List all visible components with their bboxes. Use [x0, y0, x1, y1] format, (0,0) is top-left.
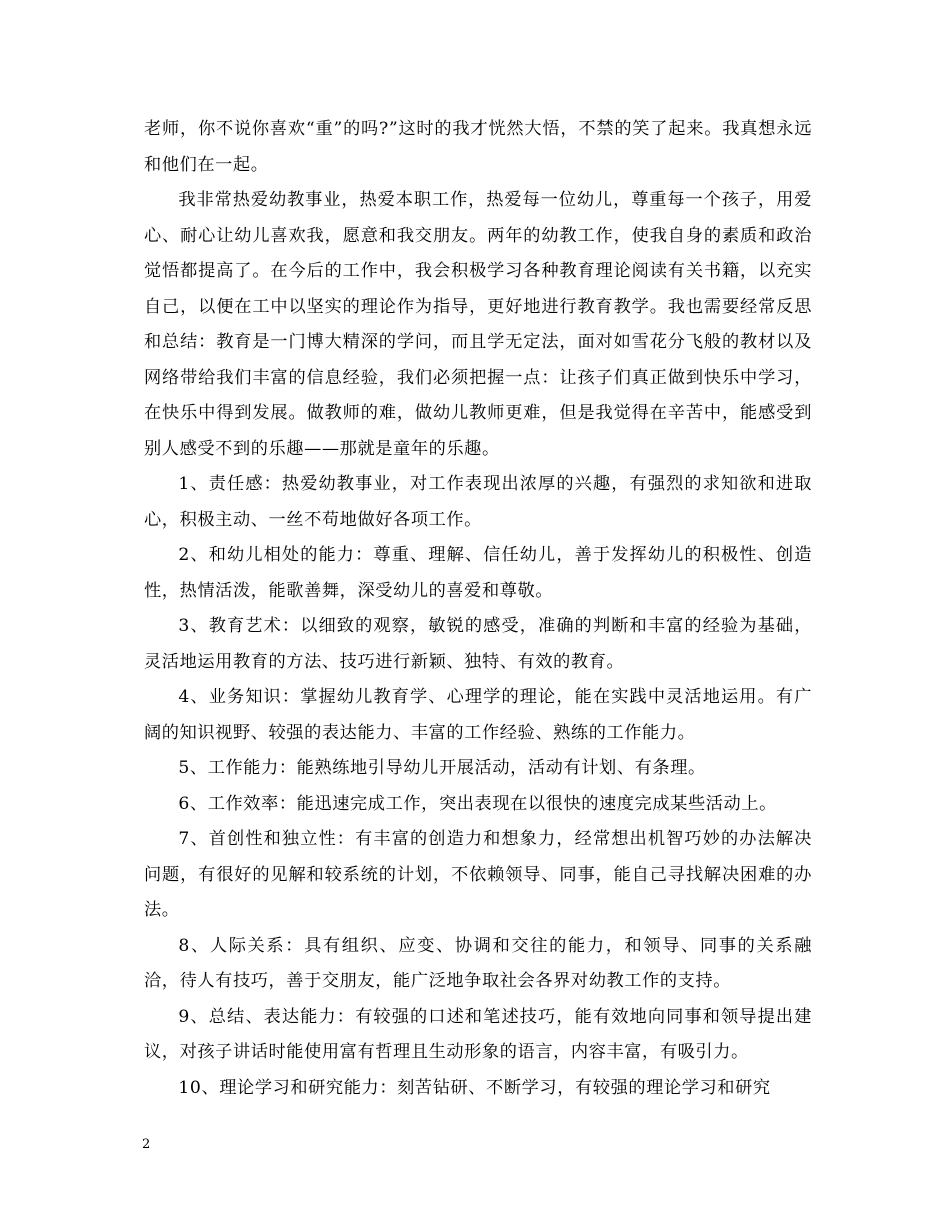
list-item-10: 10、理论学习和研究能力：刻苦钻研、不断学习，有较强的理论学习和研究 [178, 1077, 771, 1098]
list-item-2: 2、和幼儿相处的能力：尊重、理解、信任幼儿，善于发挥幼儿的积极性、创造性，热情活泼，能歌善舞，深受幼儿的喜爱和尊敬。 [144, 545, 812, 601]
list-item-3: 3、教育艺术：以细致的观察，敏锐的感受，准确的判断和丰富的经验为基础，灵活地运用教育的方法、技巧进行新颖、独特、有效的教育。 [144, 616, 812, 672]
list-item-7: 7、首创性和独立性：有丰富的创造力和想象力，经常想出机智巧妙的办法解决问题，有很好的见解和较系统的计划，不依赖领导、同事，能自己寻找解决困难的办法。 [144, 829, 812, 920]
list-item-8: 8、人际关系：具有组织、应变、协调和交往的能力，和领导、同事的关系融洽，待人有技巧，善于交朋友，能广泛地争取社会各界对幼教工作的支持。 [144, 935, 812, 991]
page-number: 2 [142, 1137, 151, 1152]
list-item-1: 1、责任感：热爱幼教事业，对工作表现出浓厚的兴趣，有强烈的求知欲和进取心，积极主动、一丝不苟地做好各项工作。 [144, 474, 812, 530]
list-item-6: 6、工作效率：能迅速完成工作，突出表现在以很快的速度完成某些活动上。 [178, 793, 777, 814]
body-text [144, 112, 812, 1106]
paragraph-continuation: 老师，你不说你喜欢“重”的吗?”这时的我才恍然大悟，不禁的笑了起来。我真想永远和他们在一起。 [144, 119, 812, 175]
list-item-5: 5、工作能力：能熟练地引导幼儿开展活动，活动有计划、有条理。 [178, 758, 706, 778]
paragraph-reflection: 我非常热爱幼教事业，热爱本职工作，热爱每一位幼儿，尊重每一个孩子，用爱心、耐心让幼儿喜欢我，愿意和我交朋友。两年的幼教工作，使我自身的素质和政治觉悟都提高了。在今后的工作中，我会积极学习各种教育理论阅读有关书籍，以充实自己，以便在工中以坚实的理论作为指导，更好地进行教育教学。我也需要经常反思和总结：教育是一门博大精深的学问，而且学无定法，面对如雪花分飞般的教材以及网络带给我们丰富的信息经验，我们必须把握一点：让孩子们真正做到快乐中学习，在快乐中得到发展。做教师的难，做幼儿教师更难，但是我觉得在辛苦中，能感受到别人感受不到的乐趣——那就是童年的乐趣。 [144, 190, 812, 459]
list-item-4: 4、业务知识：掌握幼儿教育学、心理学的理论，能在实践中灵活地运用。有广阔的知识视野、较强的表达能力、丰富的工作经验、熟练的工作能力。 [144, 687, 812, 743]
list-item-9: 9、总结、表达能力：有较强的口述和笔述技巧，能有效地向同事和领导提出建议，对孩子讲话时能使用富有哲理且生动形象的语言，内容丰富，有吸引力。 [144, 1006, 812, 1062]
